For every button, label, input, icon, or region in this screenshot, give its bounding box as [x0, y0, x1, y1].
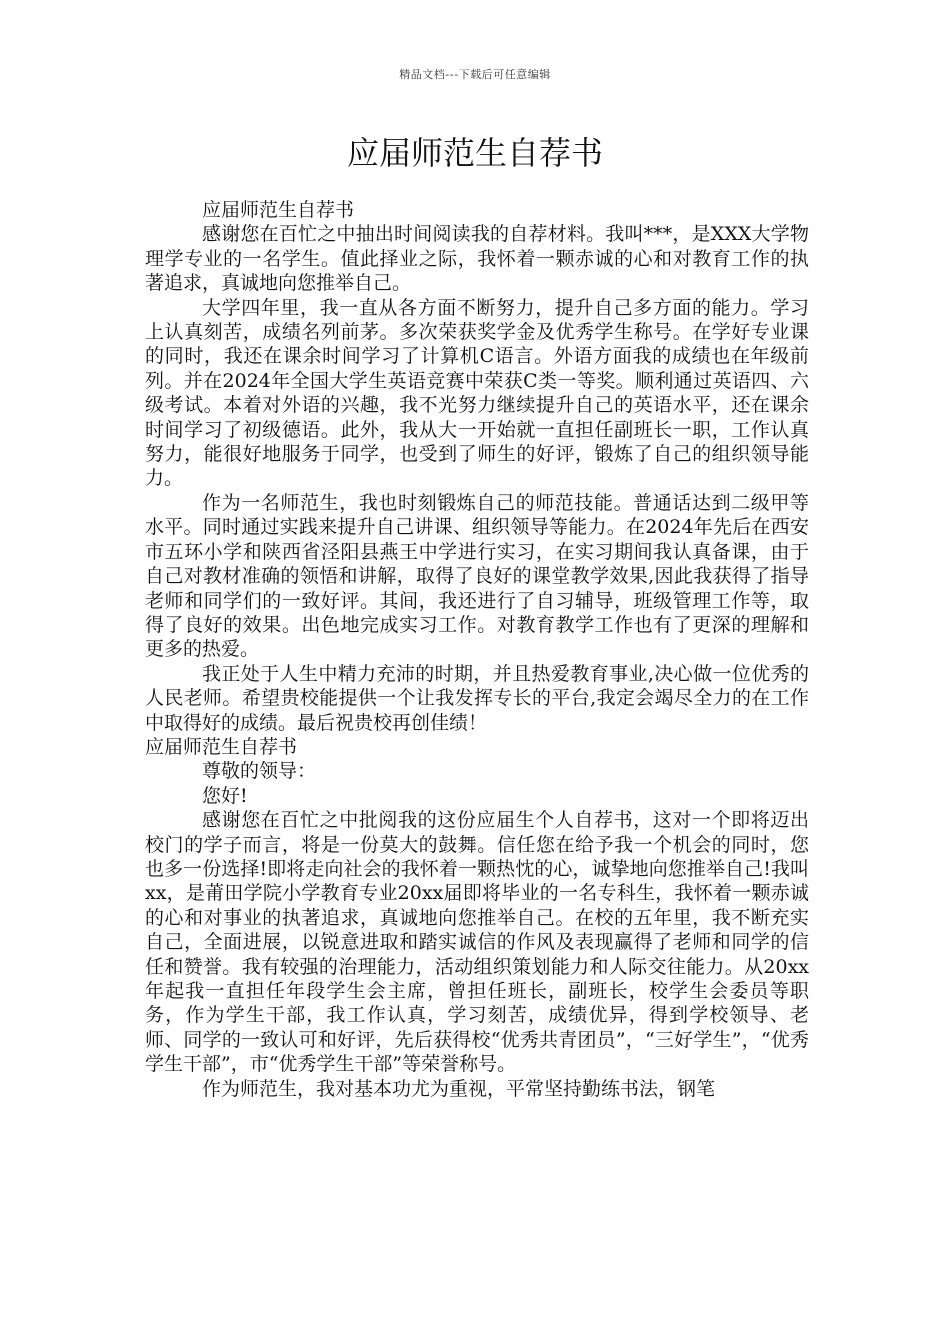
- paragraph-second-title: 应届师范生自荐书: [145, 735, 298, 758]
- paragraph-teaching-skills: 作为一名师范生，我也时刻锻炼自己的师范技能。普通话达到二级甲等水平。同时通过实践来提升自己讲课、组织领导等能力。在2024年先后在西安市五环小学和陕西省泾阳县燕王中学进行实习，在实习期间我认真备课，由于自己对教材准确的领悟和讲解，取得了良好的课堂教学效果,因此我获得了指导老师和同学们的一致好评。其间，我还进行了自习辅导，班级管理工作等，取得了良好的效果。出色地完成实习工作。对教育教学工作也有了更深的理解和更多的热爱。: [145, 491, 809, 661]
- paragraph-subtitle: 应届师范生自荐书: [202, 199, 355, 221]
- page-header-note: 精品文档---下载后可任意编辑: [399, 68, 551, 81]
- paragraph-basic-skills: 作为师范生，我对基本功尤为重视，平常坚持勤练书法，钢笔: [202, 1077, 716, 1100]
- paragraph-intro: 感谢您在百忙之中抽出时间阅读我的自荐材料。我叫***，是XXX大学物理学专业的一名学生。值此择业之际，我怀着一颗赤诚的心和对教育工作的执著追求，真诚地向您推举自己。: [145, 223, 809, 295]
- paragraph-closing: 我正处于人生中精力充沛的时期，并且热爱教育事业,决心做一位优秀的人民老师。希望贵校能提供一个让我发挥专长的平台,我定会竭尽全力的在工作中取得好的成绩。最后祝贵校再创佳绩！: [145, 662, 809, 734]
- paragraph-university-years: 大学四年里，我一直从各方面不断努力，提升自己多方面的能力。学习上认真刻苦，成绩名列前茅。多次荣获奖学金及优秀学生称号。在学好专业课的同时，我还在课余时间学习了计算机C语言。外语方面我的成绩也在年级前列。并在2024年全国大学生英语竞赛中荣获C类一等奖。顺利通过英语四、六级考试。本着对外语的兴趣，我不光努力继续提升自己的英语水平，还在课余时间学习了初级德语。此外，我从大一开始就一直担任副班长一职，工作认真努力，能很好地服务于同学，也受到了师生的好评，锻炼了自己的组织领导能力。: [145, 296, 809, 490]
- paragraph-greeting: 您好!: [202, 784, 248, 807]
- document-title: 应届师范生自荐书: [346, 134, 603, 172]
- paragraph-salutation: 尊敬的领导：: [202, 760, 317, 783]
- paragraph-self-introduction: 感谢您在百忙之中批阅我的这份应届生个人自荐书，这对一个即将迈出校门的学子而言，将是一份莫大的鼓舞。信任您在给予我一个机会的同时，您也多一份选择!即将走向社会的我怀着一颗热忱的心，诚挚地向您推举自己!我叫xx，是莆田学院小学教育专业20xx届即将毕业的一名专科生，我怀着一颗赤诚的心和对事业的执著追求，真诚地向您推举自己。在校的五年里，我不断充实自己，全面进展，以锐意进取和踏实诚信的作风及表现赢得了老师和同学的信任和赞誉。我有较强的治理能力，活动组织策划能力和人际交往能力。从20xx年起我一直担任年段学生会主席，曾担任班长，副班长，校学生会委员等职务，作为学生干部，我工作认真，学习刻苦，成绩优异，得到学校领导、老师、同学的一致认可和好评，先后获得校“优秀共青团员”，“三好学生”，“优秀学生干部”，市“优秀学生干部”等荣誉称号。: [145, 809, 809, 1076]
- document-body: [145, 198, 809, 1101]
